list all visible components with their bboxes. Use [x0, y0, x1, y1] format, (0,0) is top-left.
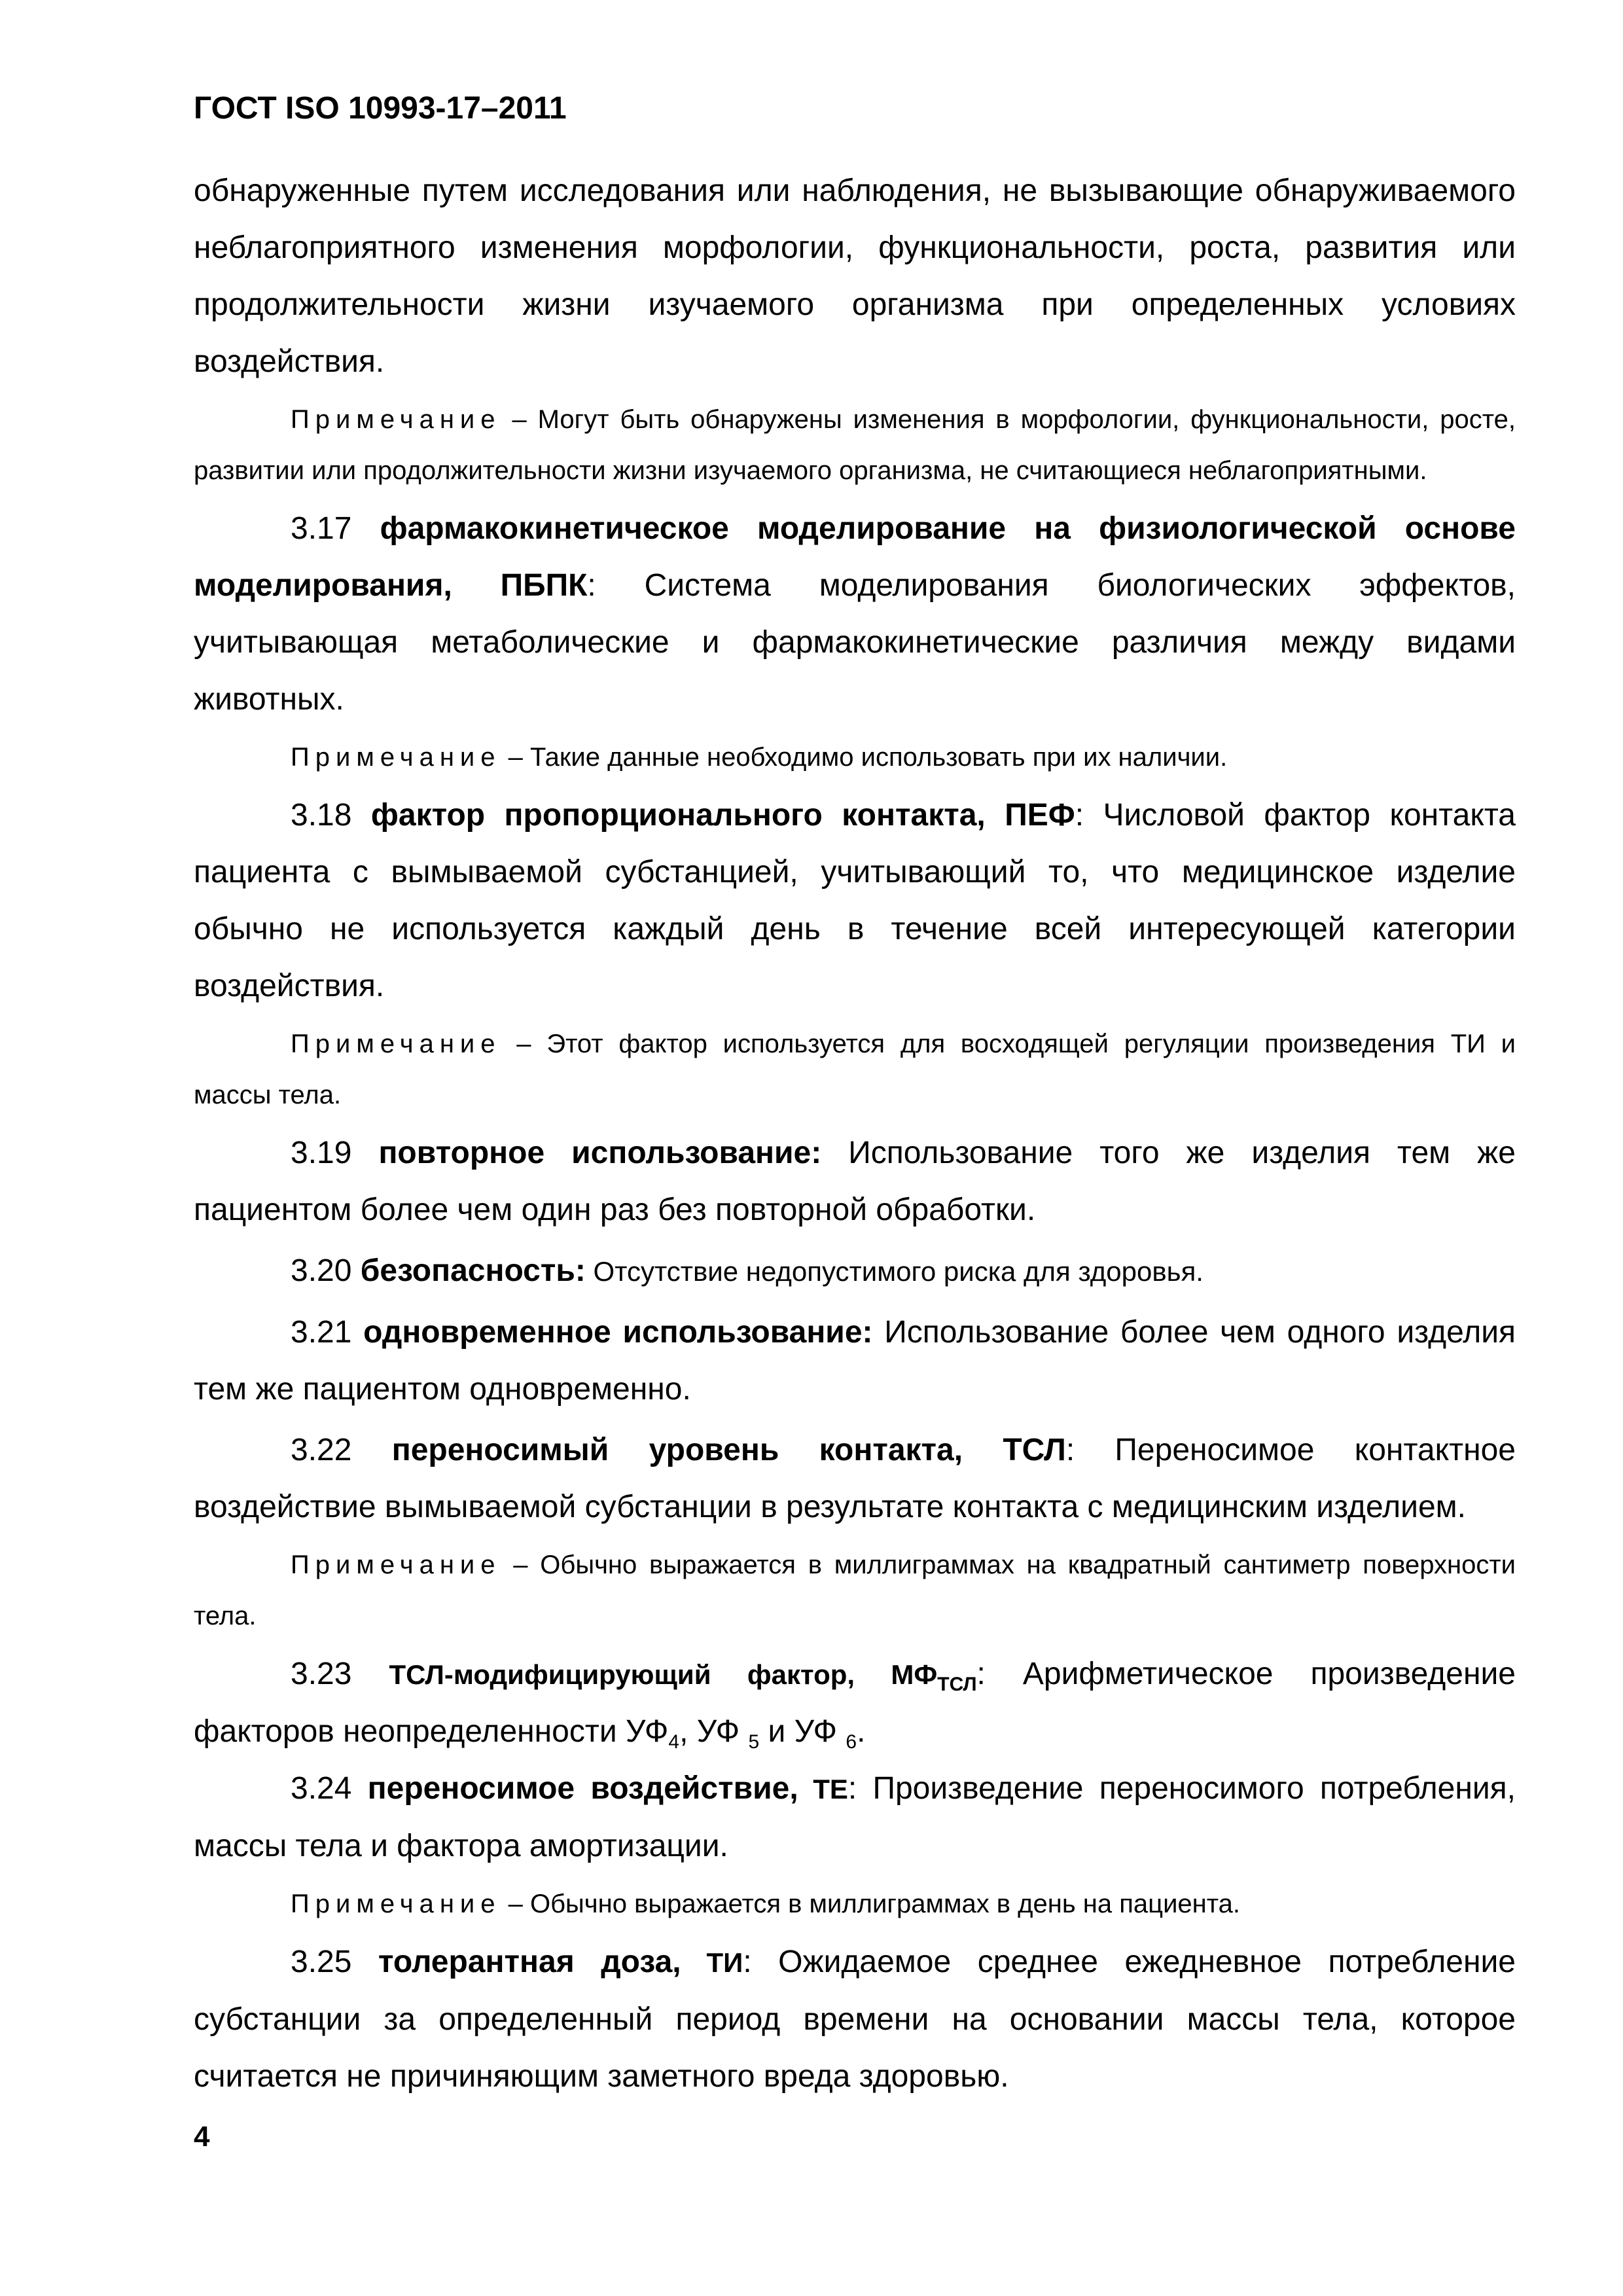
note-text: Такие данные необходимо использовать при их наличии.: [530, 743, 1228, 772]
term-definition: : Переносимое контактное воздействие вымываемой субстанции в результате контакта с медицинским изделием.: [194, 1433, 1516, 1524]
term-number: 3.25: [291, 1945, 352, 1979]
term-3-25: [194, 1933, 1516, 2105]
term-3-18: [194, 787, 1516, 1014]
term-number: 3.20: [291, 1253, 352, 1288]
note-dash: –: [501, 1890, 531, 1918]
note-text: Этот фактор используется для восходящей регуляции произведения ТИ и массы тела.: [194, 1030, 1516, 1109]
term-title: толерантная доза,: [378, 1945, 681, 1979]
term-definition: Использование того же изделия тем же пациентом более чем один раз без повторной обработки.: [194, 1136, 1516, 1227]
note-dash: –: [501, 405, 538, 434]
term-number: 3.18: [291, 798, 352, 833]
term-title: фармакокинетическое моделирование на физиологической основе моделирования, ПБПК: [194, 511, 1516, 603]
term-definition: : Ожидаемое среднее ежедневное потребление субстанции за определенный период времени на основании массы тела, которое считается не причиняющим заметного вреда здоровью.: [194, 1945, 1516, 2094]
page-number: 4: [194, 2121, 210, 2153]
term-3-20: [194, 1242, 1516, 1300]
term-3-19: [194, 1124, 1516, 1238]
note-dash: –: [501, 743, 531, 772]
note-text: Обычно выражается в миллиграммах на квадратный сантиметр поверхности тела.: [194, 1551, 1516, 1630]
term-definition: Использование более чем одного изделия тем же пациентом одновременно.: [194, 1315, 1516, 1407]
note-dash: –: [501, 1551, 541, 1579]
note-1: [194, 394, 1516, 496]
intro-paragraph: обнаруженные путем исследования или наблюдения, не вызывающие обнаруживаемого неблагоприятного изменения морфологии, функциональности, роста, развития или продолжительности жизни изучаемого организма при определенных условиях воздействия.: [194, 173, 1516, 379]
term-title: повторное использование:: [378, 1136, 822, 1170]
note-dash: –: [501, 1030, 547, 1058]
term-definition: Отсутствие недопустимого риска для здоровья.: [585, 1256, 1204, 1287]
term-3-24: [194, 1760, 1516, 1874]
note-label: Примечание: [291, 743, 501, 772]
term-3-23: [194, 1645, 1516, 1760]
term-title: безопасность:: [360, 1253, 586, 1288]
note-label: Примечание: [291, 1551, 501, 1579]
subscript: 4: [668, 1731, 680, 1753]
term-3-17: [194, 500, 1516, 728]
term-definition-part: и УФ: [759, 1714, 846, 1749]
term-definition: : Арифметическое произведение факторов неопределенности УФ: [194, 1657, 1516, 1749]
note-3: [194, 1018, 1516, 1121]
term-definition: : Произведение переносимого потребления, массы тела и фактора амортизации.: [194, 1771, 1516, 1863]
note-5: [194, 1878, 1516, 1929]
term-3-21: [194, 1304, 1516, 1418]
term-title: фактор пропорционального контакта, ПЕФ: [370, 798, 1075, 833]
note-label: Примечание: [291, 405, 501, 434]
term-title: переносимый уровень контакта, ТСЛ: [391, 1433, 1066, 1467]
term-definition: : Система моделирования биологических эффектов, учитывающая метаболические и фармакокинетические различия между видами животных.: [194, 568, 1516, 717]
term-number: 3.17: [291, 511, 352, 546]
term-number: 3.22: [291, 1433, 352, 1467]
term-subscript: ТСЛ: [937, 1674, 977, 1695]
document-header: ГОСТ ISO 10993-17–2011: [194, 91, 567, 126]
note-4: [194, 1539, 1516, 1641]
term-number: 3.21: [291, 1315, 352, 1350]
term-abbreviation: ТЕ: [798, 1774, 848, 1804]
subscript: 6: [846, 1731, 857, 1753]
note-label: Примечание: [291, 1890, 501, 1918]
term-title: переносимое воздействие,: [367, 1771, 798, 1806]
document-body: [194, 162, 1516, 2105]
term-definition-end: .: [857, 1714, 866, 1749]
term-abbreviation: ТИ: [681, 1947, 743, 1978]
note-text: Обычно выражается в миллиграммах в день на пациента.: [530, 1890, 1240, 1918]
note-label: Примечание: [291, 1030, 501, 1058]
subscript: 5: [748, 1731, 760, 1753]
term-definition-part: , УФ: [679, 1714, 749, 1749]
term-number: 3.23: [291, 1657, 352, 1691]
term-number: 3.24: [291, 1771, 352, 1806]
term-title: ТСЛ-модифицирующий фактор, МФ: [389, 1659, 938, 1690]
note-2: [194, 732, 1516, 783]
term-number: 3.19: [291, 1136, 352, 1170]
term-3-22: [194, 1422, 1516, 1535]
term-title: одновременное использование:: [363, 1315, 873, 1350]
note-text: Могут быть обнаружены изменения в морфологии, функциональности, росте, развитии или продолжительности жизни изучаемого организма, не считающиеся неблагоприятными.: [194, 405, 1516, 485]
term-definition: : Числовой фактор контакта пациента с вымываемой субстанцией, учитывающий то, что медицинское изделие обычно не используется каждый день в течение всей интересующей категории воздействия.: [194, 798, 1516, 1003]
